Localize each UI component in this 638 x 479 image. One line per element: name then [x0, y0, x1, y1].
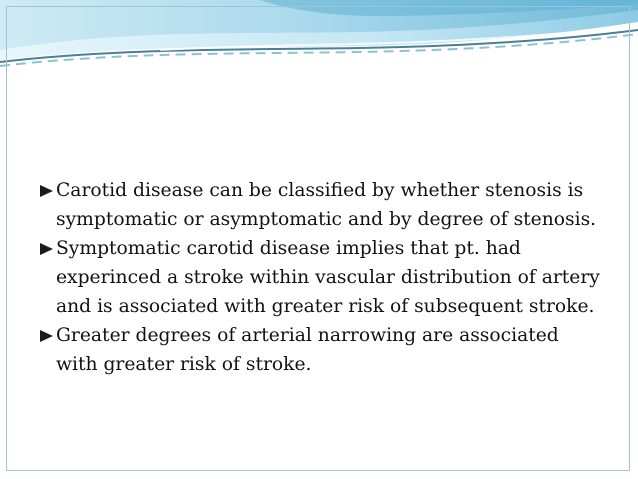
triangle-bullet-icon	[40, 330, 53, 342]
triangle-bullet-icon	[40, 243, 53, 255]
triangle-bullet-icon	[40, 185, 53, 197]
bullet-list	[42, 176, 602, 379]
bullet-item	[42, 234, 602, 321]
bullet-item	[42, 321, 602, 379]
bullet-item	[42, 176, 602, 234]
bullet-text: Greater degrees of arterial narrowing are associated with greater risk of stroke.	[56, 325, 559, 375]
bullet-text: Symptomatic carotid disease implies that pt. had experinced a stroke within vascular distribution of artery and is associated with greater risk of subsequent stroke.	[56, 238, 600, 317]
bullet-text: Carotid disease can be classified by whether stenosis is symptomatic or asymptomatic and by degree of stenosis.	[56, 180, 597, 230]
